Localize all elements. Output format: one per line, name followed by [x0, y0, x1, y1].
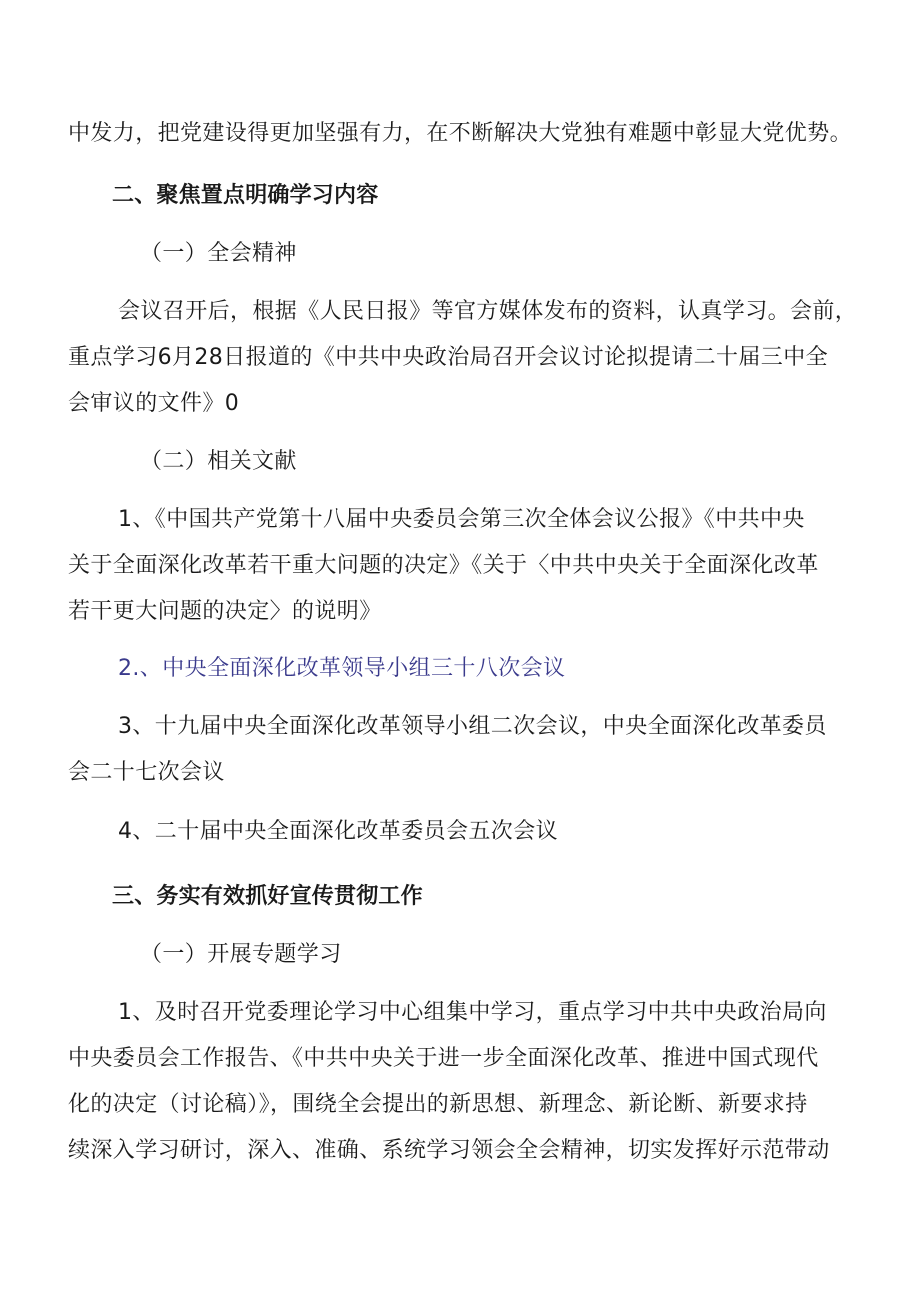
paragraph-line: 续深入学习研讨，深入、准确、系统学习领会全会精神，切实发挥好示范带动: [68, 1138, 830, 1163]
subsection-heading: （一）开展专题学习: [140, 942, 342, 967]
paragraph-line: 会议召开后，根据《人民日报》等官方媒体发布的资料，认真学习。会前，: [118, 299, 858, 324]
paragraph-line: 关于全面深化改革若干重大问题的决定》《关于〈中共中央关于全面深化改革: [68, 553, 819, 578]
subsection-heading: （二）相关文献: [140, 449, 297, 474]
list-item: 2.、中央全面深化改革领导小组三十八次会议: [118, 656, 566, 681]
list-item: 3、十九届中央全面深化改革领导小组二次会议，中央全面深化改革委员: [118, 714, 827, 739]
subsection-heading: （一）全会精神: [140, 241, 297, 266]
section-heading-2: 二、聚焦置点明确学习内容: [112, 183, 379, 208]
paragraph-line: 重点学习6月28日报道的《中共中央政治局召开会议讨论拟提请二十届三中全: [68, 345, 828, 370]
list-item: 4、二十届中央全面深化改革委员会五次会议: [118, 819, 558, 844]
list-item: 1、及时召开党委理论学习中心组集中学习，重点学习中共中央政治局向: [118, 1000, 827, 1025]
paragraph-line: 若干更大问题的决定〉的说明》: [68, 599, 382, 624]
list-item: 1、《中国共产党第十八届中央委员会第三次全体会议公报》《中共中央: [118, 507, 805, 532]
paragraph-line: 会二十七次会议: [68, 760, 225, 785]
paragraph-line: 中发力，把党建设得更加坚强有力，在不断解决大党独有难题中彰显大党优势。: [68, 121, 853, 146]
section-heading-3: 三、务实有效抓好宣传贯彻工作: [112, 884, 423, 909]
paragraph-line: 中央委员会工作报告、《中共中央关于进一步全面深化改革、推进中国式现代: [68, 1046, 819, 1071]
paragraph-line: 会审议的文件》0: [68, 391, 240, 416]
paragraph-line: 化的决定（讨论稿）》，围绕全会提出的新思想、新理念、新论断、新要求持: [68, 1092, 808, 1117]
